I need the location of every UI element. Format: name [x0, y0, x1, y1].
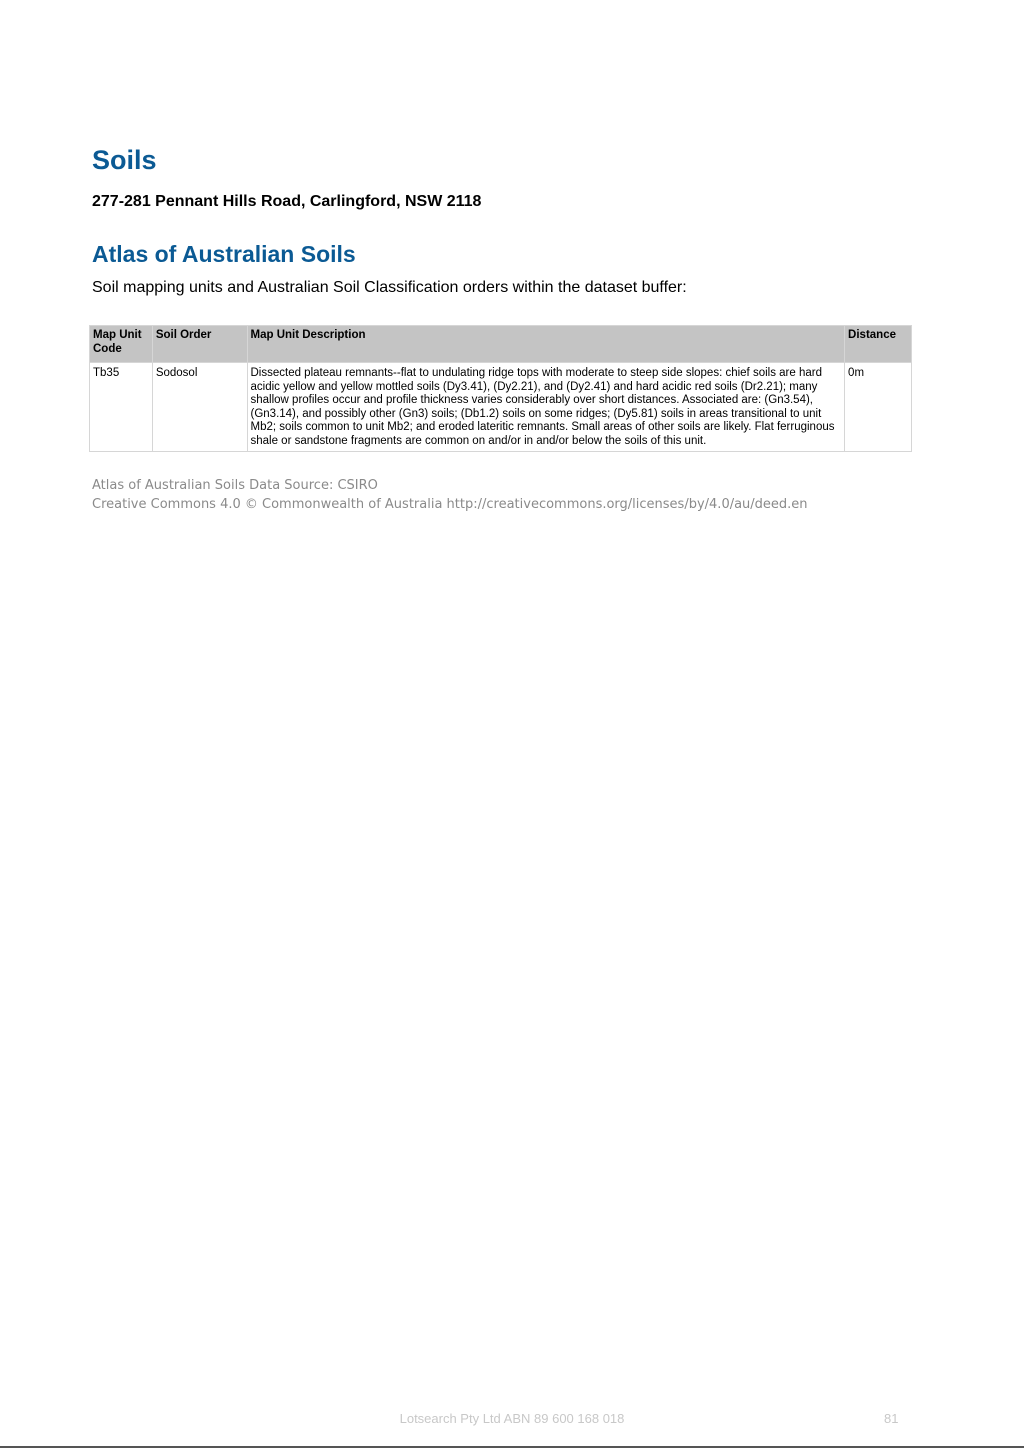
cell-soil-order: Sodosol [152, 363, 247, 452]
header-map-unit-code: Map Unit Code [90, 326, 153, 363]
section-title: Atlas of Australian Soils [92, 241, 356, 267]
table-row [90, 363, 912, 452]
page-title: Soils [92, 145, 157, 175]
data-source-note [92, 476, 808, 514]
site-address: 277-281 Pennant Hills Road, Carlingford, NSW 2118 [92, 193, 482, 210]
license-line: Creative Commons 4.0 © Commonwealth of Australia http://creativecommons.org/licenses/by/4.0/au/deed.en [92, 497, 808, 512]
cell-distance: 0m [845, 363, 912, 452]
footer-company: Lotsearch Pty Ltd ABN 89 600 168 018 [399, 1411, 625, 1426]
header-distance: Distance [845, 326, 912, 363]
soil-units-table [89, 325, 912, 452]
cell-map-unit-description: Dissected plateau remnants--flat to undulating ridge tops with moderate to steep side slopes: chief soils are hard acidic yellow and yellow mottled soils (Dy3.41), (Dy2.21), and (Dy2.41) and hard acidic red soils (Dr2.21); many shallow profiles occur and profile thickness varies considerably over short distances. Associated are: (Gn3.54), (Gn3.14), and possibly other (Gn3) soils; (Db1.2) soils on some ridges; (Dy5.81) soils in areas transitional to unit Mb2; soils common to unit Mb2; and eroded lateritic remnants. Small areas of other soils are likely. Flat ferruginous shale or sandstone fragments are common on and/or in and/or below the soils of this unit. [247, 363, 845, 452]
section-intro: Soil mapping units and Australian Soil Classification orders within the dataset buffer: [92, 279, 687, 296]
content-area [92, 144, 932, 298]
cell-map-unit-code: Tb35 [90, 363, 153, 452]
data-source-line: Atlas of Australian Soils Data Source: CSIRO [92, 478, 378, 493]
footer-page-number: 81 [884, 1411, 899, 1426]
header-soil-order: Soil Order [152, 326, 247, 363]
header-map-unit-description: Map Unit Description [247, 326, 845, 363]
table-header-row [90, 326, 912, 363]
bottom-divider [0, 1446, 1024, 1448]
